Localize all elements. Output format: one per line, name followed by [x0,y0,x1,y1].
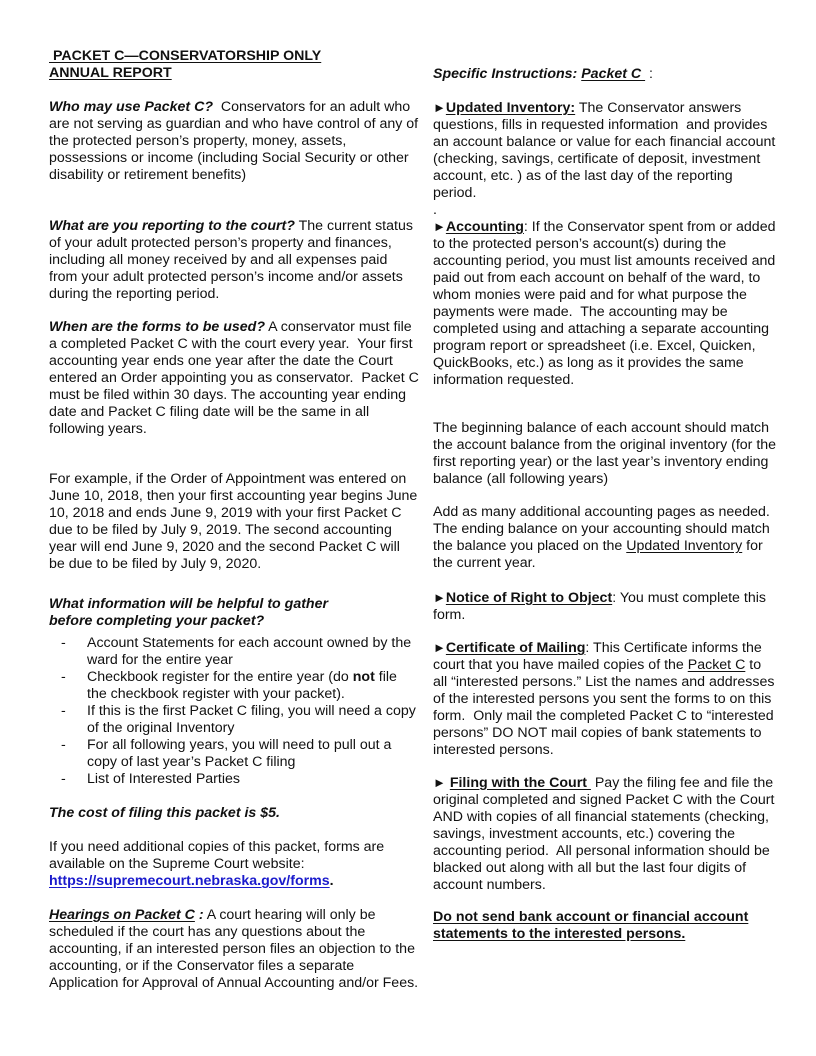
who-heading: Who may use Packet C? [49,99,213,115]
dash-bullet-icon: - [61,737,66,753]
list-item: - If this is the first Packet C filing, you will need a copy of the original Inventory [61,703,416,736]
when-text: A conservator must file a completed Packet C with the court every year. Your first accounting year ends one year after the date the Court entered an Order appointing you as conservator. Packet C must be filed within 30 days. The accounting year ending date and Packet C filing date will be the same in all following years. [49,319,423,437]
updated-inventory-reference: Updated Inventory [626,538,743,554]
hearings-text: A court hearing will only be scheduled if the court has any questions about the accounting, if an interested person files an objection to the accounting, or if the Conservator files a separate Application for Approval of Annual Accounting and/or Fees. [49,907,419,991]
notice-right-to-object-section: ►Notice of Right to Object: You must complete this form. [433,590,766,623]
additional-copies-paragraph: If you need additional copies of this packet, forms are available on the Supreme Court website: https://supremecourt.nebraska.gov/forms. [49,839,385,889]
dash-bullet-icon: - [61,703,66,719]
notice-heading: Notice of Right to Object [445,590,613,606]
gather-list [49,635,419,788]
updated-inventory-section: ►Updated Inventory: The Conservator answers questions, fills in requested information and provides an account balance or value for each financial account (checking, savings, certificate of deposit, investment account, etc. ) as of the last day of the reporting period. . [433,100,780,218]
hearings-section: Hearings on Packet C : A court hearing will only be scheduled if the court has any questions about the accounting, if an interested person files an objection to the accounting, or if the Conservator files a separate Application for Approval of Annual Accounting and/or Fees. [49,907,419,991]
example-paragraph: For example, if the Order of Appointment was entered on June 10, 2018, then your first accounting year begins June 10, 2018 and ends June 9, 2019 with your first Packet C due to be filed by July 9, 2019. The second accounting year will end June 9, 2020 and the second Packet C will be due to be filed by July 9, 2020. [49,471,418,572]
do-not-send-warning: Do not send bank account or financial account statements to the interested persons. [433,909,749,942]
gather-heading: What information will be helpful to gather before completing your packet? [49,596,329,629]
hearings-heading: Hearings on Packet C [49,907,195,923]
arrow-right-icon: ► [433,100,446,115]
stray-dot: . [433,202,437,218]
title-line-2: ANNUAL REPORT [49,65,172,81]
arrow-right-icon: ► [433,640,446,655]
accounting-heading: Accounting [445,219,524,235]
dash-bullet-icon: - [61,771,66,787]
when-heading: When are the forms to be used? [49,319,265,335]
gather-section [49,596,419,788]
list-item: - Checkbook register for the entire year (do not file the checkbook register with your packet). [61,669,401,702]
updated-inventory-heading: Updated Inventory: [445,100,576,116]
accounting-section: ►Accounting: If the Conservator spent from or added to the protected person’s account(s) during the accounting period, you must list amounts received and paid out from each account on behalf of the ward, to whom monies were paid and for what purpose the payments were made. The accounting may be completed using and attaching a separate accounting program report or spreadsheet (i.e. Excel, Quicken, QuickBooks, etc.) as long as it provides the same information requested. [433,219,780,388]
what-text: The current status of your adult protected person’s property and finances, including all money received by and all expenses paid from your adult protected person’s income and/or assets during the reporting period. [49,218,417,302]
what-reporting-section [49,218,419,303]
when-used-section [49,319,423,438]
arrow-right-icon: ► [433,775,446,790]
beginning-balance-paragraph: The beginning balance of each account should match the account balance from the original inventory (for the first reporting year) or the last year’s inventory ending balance (all following years) [433,420,777,487]
title-line-1: PACKET C—CONSERVATORSHIP ONLY [49,48,322,64]
certificate-of-mailing-section: ►Certificate of Mailing: This Certificate informs the court that you have mailed copies of the Packet C to all “interested persons.” List the names and addresses of the interested persons you sent the forms to on this form. Only mail the completed Packet C to “interested persons” DO NOT mail copies of bank statements to interested persons. [433,640,779,758]
list-item: - For all following years, you will need to pull out a copy of last year’s Packet C filing [61,737,392,770]
arrow-right-icon: ► [433,590,446,605]
filing-cost: The cost of filing this packet is $5. [49,805,280,821]
dash-bullet-icon: - [61,635,66,651]
forms-website-link[interactable]: https://supremecourt.nebraska.gov/forms [49,873,330,889]
what-heading: What are you reporting to the court? [49,218,295,234]
add-pages-paragraph: Add as many additional accounting pages as needed. The ending balance on your accounting should match the balance you placed on the Updated Inventory for the current year. [433,504,782,571]
document-title [49,48,419,82]
dash-bullet-icon: - [61,669,66,685]
filing-with-court-section: ► Filing with the Court Pay the filing fee and file the original completed and signed Packet C with the Court AND with copies of all financial statements (checking, savings, investment accounts, etc.) covering the accounting period. All personal information should be blacked out along with all but the last four digits of account numbers. [433,775,778,893]
arrow-right-icon: ► [433,219,446,234]
list-item: - Account Statements for each account owned by the ward for the entire year [61,635,412,668]
who-text: Conservators for an adult who are not serving as guardian and who have control of any of the protected person’s property, money, assets, possessions or income (including Social Security or other disability or retirement benefits) [49,99,423,183]
who-may-use-section [49,99,423,184]
specific-instructions-heading: Specific Instructions: Packet C : [433,66,653,82]
certificate-heading: Certificate of Mailing [445,640,586,656]
filing-heading: Filing with the Court [449,775,591,791]
list-item: - List of Interested Parties [61,771,240,787]
